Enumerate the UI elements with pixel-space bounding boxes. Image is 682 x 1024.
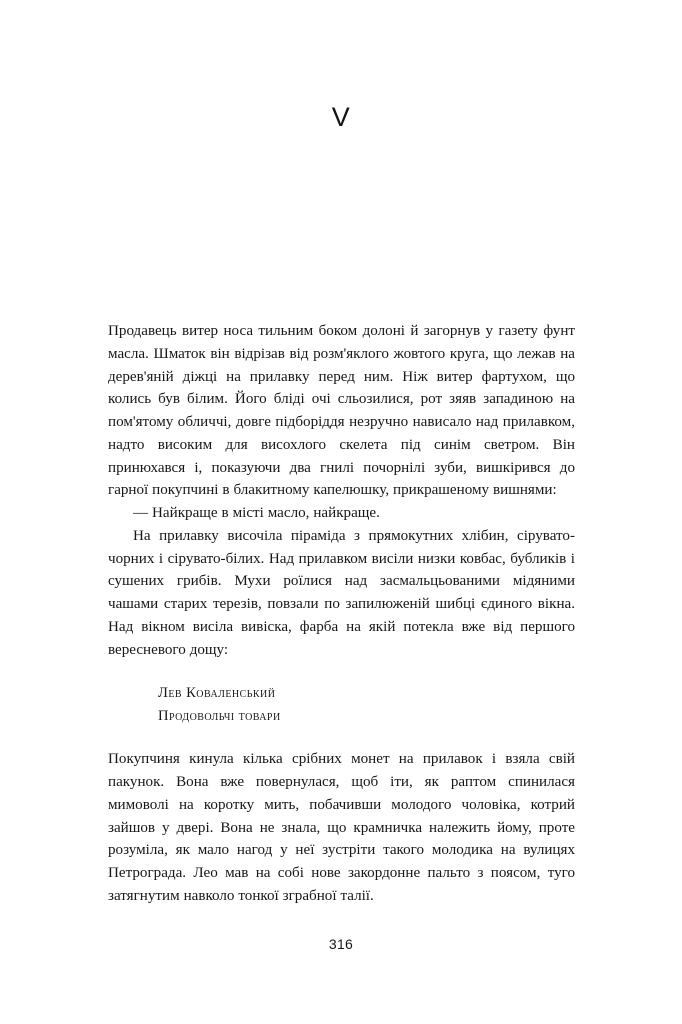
dialogue-line: — Найкраще в місті масло, найкраще. — [133, 505, 380, 521]
shop-sign-block — [108, 682, 575, 728]
paragraph: Продавець витер носа тильним боком долоні й загорнув у газету фунт масла. Шматок він відрізав від розм'яклого жовтого круга, що лежав на дерев'яній діжці на прилавку перед ним. Ніж витер фартухом, що колись був білим. Його бліді очі сльозилися, рот зяяв западиною на пом'ятому обличчі, довге підборіддя незручно нависало над прилавком, надто високим для висохлого скелета під синім светром. Він принюхався і, показуючи два гнилі почорнілі зуби, вишкірився до гарної покупчині в блакитному капелюшку, прикрашеному вишнями: — [108, 323, 575, 499]
shop-sign-goods-label: Продовольчі товари — [158, 708, 281, 725]
body-text-block — [108, 320, 575, 908]
paragraph: Покупчиня кинула кілька срібних монет на прилавок і взяла свій пакунок. Вона вже повернулася, щоб іти, як раптом спинилася мимоволі на коротку мить, побачивши молодого чоловіка, котрий зайшов у двері. Вона не знала, що крамничка належить йому, проте розуміла, як мало нагод у неї зустріти такого молодика на вулицях Петрограда. Лео мав на собі нове закордонне пальто з поясом, туго затягнутим навколо тонкої зграбної талії. — [108, 751, 575, 904]
paragraph: На прилавку височіла піраміда з прямокутних хлібин, сірувато-чорних і сірувато-білих. Над прилавком висіли низки ковбас, бубликів і сушених грибів. Мухи роїлися над засмальцьованими мідяними чашами старих терезів, повзали по запилюженій шибці єдиного вікна. Над вікном висіла вивіска, фарба на якій потекла вже від першого вересневого дощу: — [108, 527, 575, 658]
shop-sign-owner-name: Лев Коваленський — [158, 685, 276, 702]
page-number: 316 — [328, 936, 354, 952]
chapter-number-heading: V — [331, 102, 351, 132]
